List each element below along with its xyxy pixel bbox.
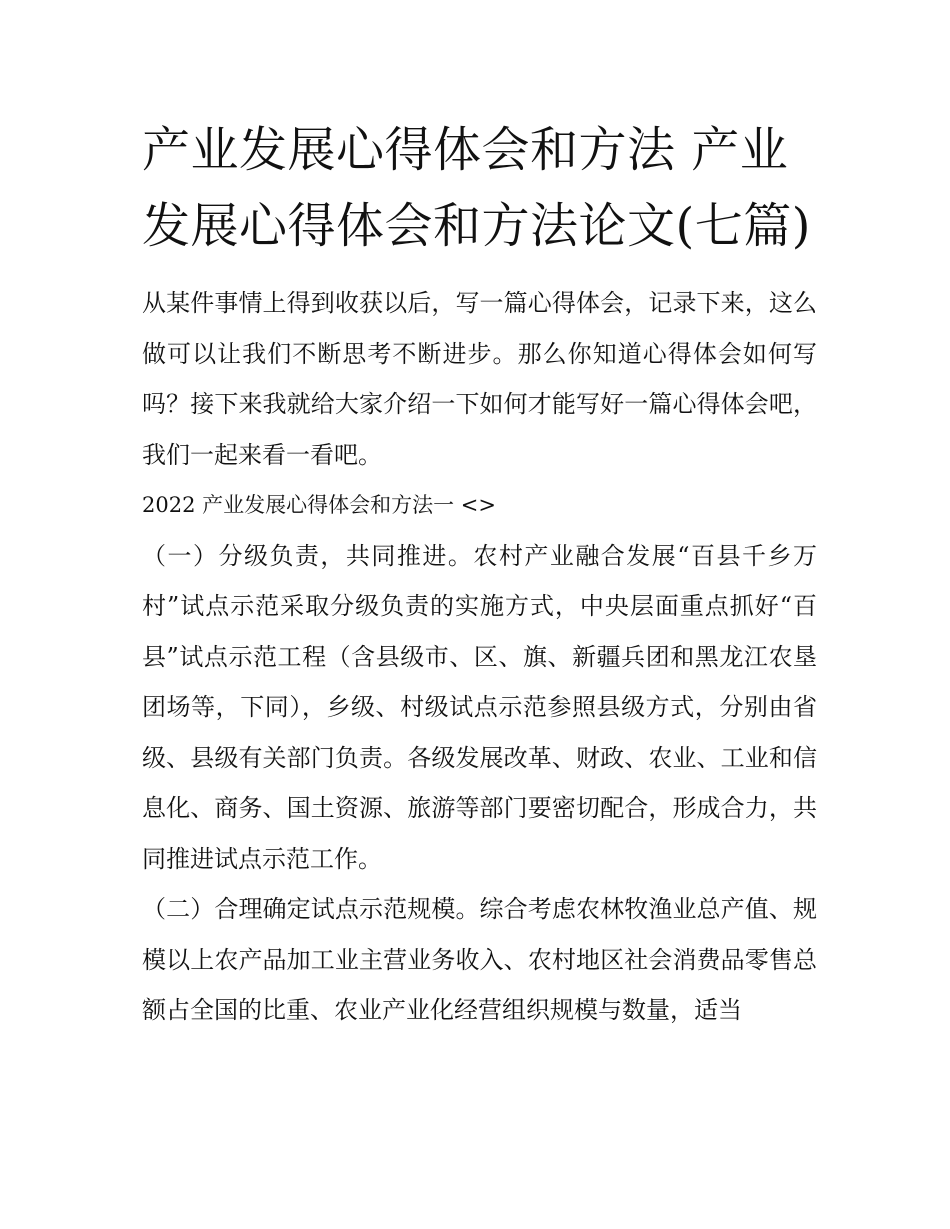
document-title: 产业发展心得体会和方法 产业发展心得体会和方法论文(七篇) [142,122,811,254]
section-heading: 2022 产业发展心得体会和方法一 <> [142,493,496,517]
intro-paragraph: 从某件事情上得到收获以后，写一篇心得体会，记录下来，这么做可以让我们不断思考不断进步。那么你知道心得体会如何写吗？接下来我就给大家介绍一下如何才能写好一篇心得体会吧，我们一起来看一看吧。 [142,289,817,469]
body-paragraph-1: （一）分级负责，共同推进。农村产业融合发展“百县千乡万村”试点示范采取分级负责的实施方式，中央层面重点抓好“百县”试点示范工程（含县级市、区、旗、新疆兵团和黑龙江农垦团场等，下同），乡级、村级试点示范参照县级方式，分别由省级、县级有关部门负责。各级发展改革、财政、农业、工业和信息化、商务、国土资源、旅游等部门要密切配合，形成合力，共同推进试点示范工作。 [142,541,817,873]
document-page [142,112,817,1036]
body-paragraph-2: （二）合理确定试点示范规模。综合考虑农林牧渔业总产值、规模以上农产品加工业主营业务收入、农村地区社会消费品零售总额占全国的比重、农业产业化经营组织规模与数量，适当 [142,895,817,1024]
